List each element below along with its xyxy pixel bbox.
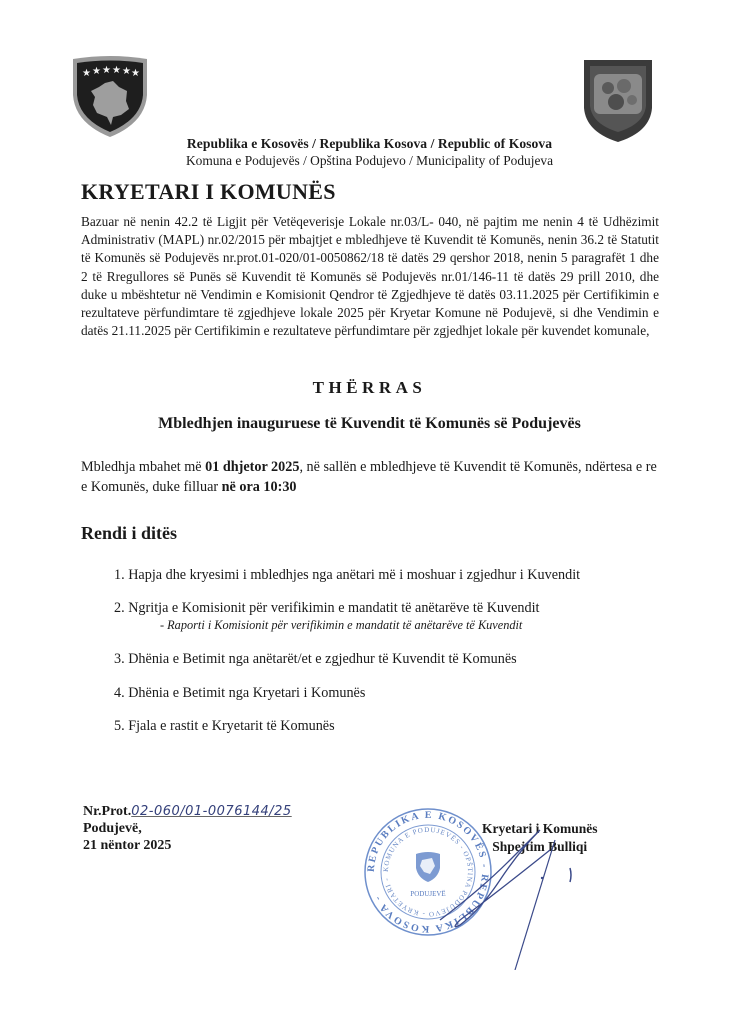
- svg-text:★: ★: [82, 68, 91, 79]
- agenda-item-number: 5.: [114, 718, 125, 734]
- convene-heading: THËRRAS: [312, 378, 427, 397]
- svg-text:KOMUNA E PODUJEVËS - OPŠTINA P: KOMUNA E PODUJEVËS - OPŠTINA PODUJEVO - KRYETARI -: [381, 825, 475, 919]
- meeting-details: [81, 457, 661, 497]
- agenda-item: [114, 567, 580, 584]
- agenda-subitem: - Raporti i Komisionit për verifikimin e mandatit të anëtarëve të Kuvendit: [160, 618, 523, 632]
- svg-text:★: ★: [92, 66, 101, 77]
- agenda-item-number: 1.: [114, 567, 125, 583]
- agenda-item-number: 4.: [114, 685, 125, 701]
- svg-text:PODUJEVË: PODUJEVË: [410, 890, 446, 898]
- svg-text:★: ★: [122, 66, 131, 77]
- protocol-number: 02-060/01-0076144/25: [131, 804, 292, 819]
- agenda-item-text: Ngritja e Komisionit për verifikimin e mandatit të anëtarëve të Kuvendit: [128, 600, 540, 616]
- agenda-item: [114, 718, 335, 735]
- svg-text:REPUBLIKA E KOSOVËS - REPUBLIK: REPUBLIKA E KOSOVËS - REPUBLIKA KOSOVA -: [365, 809, 491, 935]
- svg-text:★: ★: [102, 65, 111, 76]
- protocol-block: [83, 803, 292, 854]
- agenda-item-number: 2.: [114, 600, 125, 616]
- agenda-item-text: Dhënia e Betimit nga Kryetari i Komunës: [128, 685, 366, 701]
- signer-title: Kryetari i Komunës: [482, 821, 598, 836]
- protocol-label: Nr.Prot.: [83, 804, 132, 819]
- kosovo-coat-of-arms-icon: [69, 55, 151, 139]
- meeting-subtitle: Mbledhjen inauguruese të Kuvendit të Komunës së Podujevës: [158, 415, 581, 432]
- agenda-item-text: Dhënia e Betimit nga anëtarët/et e zgjedhur të Kuvendit të Komunës: [128, 651, 517, 667]
- signer-name: Shpejtim Bulliqi: [492, 839, 588, 854]
- meeting-text-2: , në sallën e mbledhjeve të Kuvendit të Komunës, ndërtesa e re e Komunës, duke filluar: [81, 459, 657, 495]
- agenda-title: Rendi i ditës: [81, 523, 178, 543]
- agenda-item: [114, 600, 540, 617]
- place: Podujevë,: [83, 821, 142, 836]
- agenda-item-number: 3.: [114, 651, 125, 667]
- agenda-item-text: Hapja dhe kryesimi i mbledhjes nga anëtari më i moshuar i zgjedhur i Kuvendit: [128, 567, 581, 583]
- municipality-header: Komuna e Podujevës / Opština Podujevo / Municipality of Podujeva: [185, 153, 554, 168]
- agenda-item-text: Fjala e rastit e Kryetarit të Komunës: [128, 718, 335, 734]
- meeting-date: 01 dhjetor 2025: [205, 459, 300, 475]
- agenda-item: [114, 685, 365, 702]
- preamble-paragraph: Bazuar në nenin 42.2 të Ligjit për Vetëqeverisje Lokale nr.03/L- 040, në pajtim me nenin 4 të Udhëzimit Administrativ (MAPL) nr.02/2015 për mbajtjet e mbledhjeve të Kuvendit të Komunës, nenin 36.2 të Statutit të Komunës së Podujevës nr.prot.01-020/01-0050862/18 të datës 29 qershor 2018, nenin 5 paragrafët 1 dhe 2 të Rregullores së Punës së Kuvendit të Komunës së Podujevës nr.01/146-11 të datës 29 prill 2010, dhe duke u mbështetur në Vendimin e Komisionit Qendror të Zgjedhjeve të datës 03.11.2025 për Certifikimin e rezultateve përfundimtare të zgjedhjeve lokale 2025 për Kryetar Komune në Podujevë, si dhe Vendimin e datës 21.11.2025 për Certifikimin e rezultateve përfundimtare për zgjedhjet lokale për kuvendet komunale,: [81, 214, 659, 339]
- meeting-time: në ora 10:30: [221, 479, 297, 495]
- document-title: KRYETARI I KOMUNËS: [81, 179, 336, 204]
- signature-block: [482, 820, 597, 856]
- podujeva-municipality-emblem-icon: [582, 58, 654, 144]
- republic-header: Republika e Kosovës / Republika Kosova / Republic of Kosova: [186, 136, 553, 151]
- document-date: 21 nëntor 2025: [83, 838, 172, 853]
- svg-text:★: ★: [112, 65, 121, 76]
- meeting-text-1: Mbledhja mbahet më: [81, 459, 206, 475]
- agenda-item: [114, 651, 517, 668]
- svg-text:★: ★: [131, 68, 140, 79]
- official-stamp-icon: [362, 806, 494, 938]
